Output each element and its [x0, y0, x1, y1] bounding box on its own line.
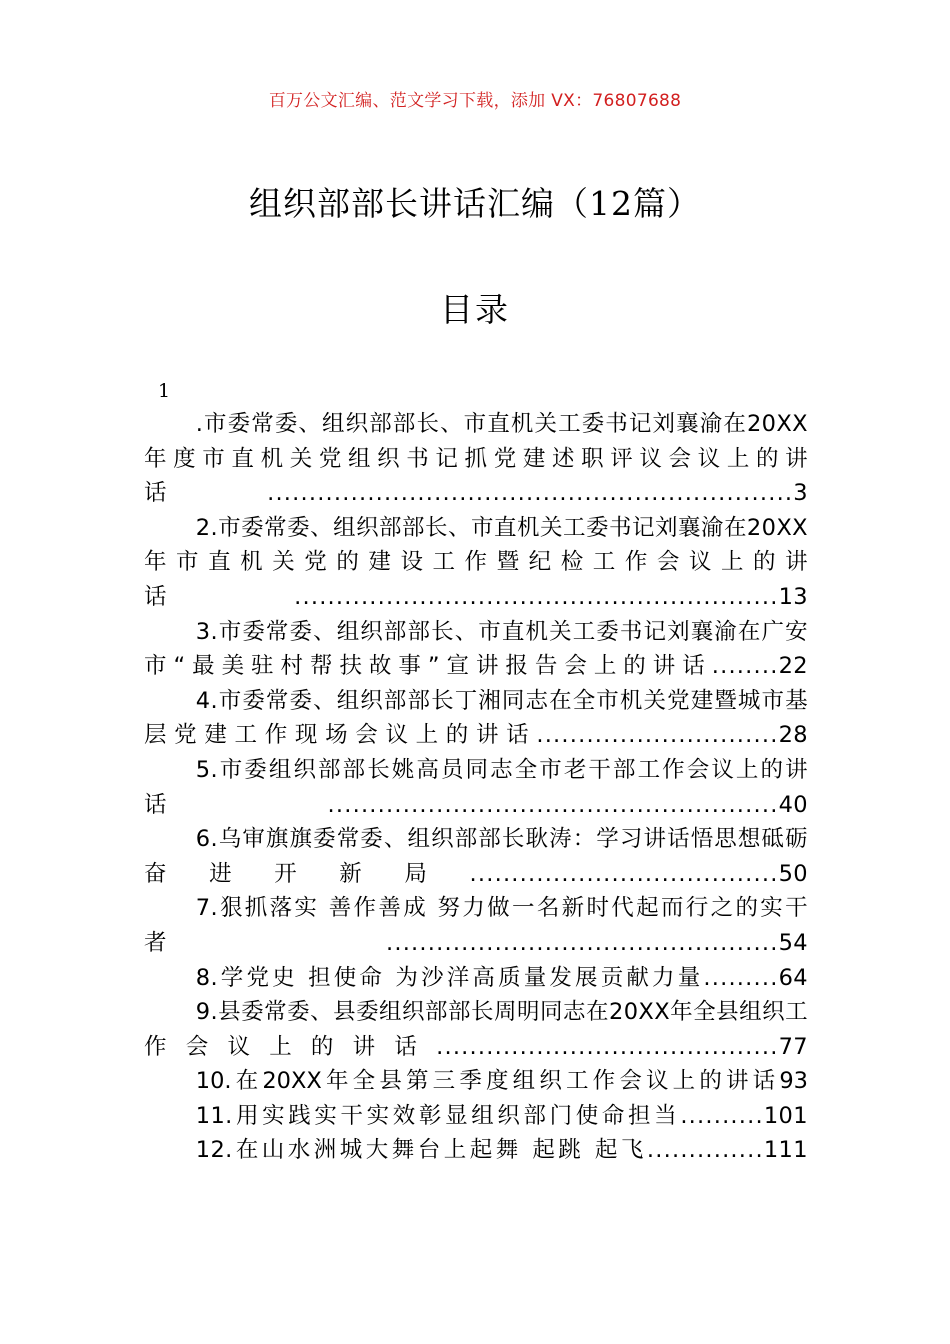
toc-entry-4[interactable]: [144, 684, 808, 753]
toc-entry-8[interactable]: [144, 961, 808, 996]
toc-entry-title: 3.市委常委、组织部部长、市直机关工委书记刘襄渝在广安市“最美驻村帮扶故事”宣讲报告会上的讲话: [144, 618, 808, 680]
toc-leader-dots: .....................................: [469, 860, 779, 887]
toc-page-number: 54: [778, 929, 808, 956]
toc-entry-11[interactable]: [144, 1099, 808, 1134]
toc-page-number: 64: [778, 964, 808, 991]
toc-page-number: 3: [793, 480, 808, 507]
toc-entry-1[interactable]: [144, 407, 808, 511]
toc-entry-title: 5.市委组织部部长姚高员同志全市老干部工作会议上的讲话: [144, 756, 808, 818]
toc-leader-dots: ........: [711, 653, 779, 680]
toc-page-number: 93: [779, 1068, 808, 1095]
title-suffix: 篇）: [633, 184, 701, 223]
toc-page-number: 101: [763, 1102, 808, 1129]
toc-heading: 目录: [440, 290, 510, 329]
toc-page-number: 111: [763, 1137, 808, 1164]
toc-entry-title: 9.县委常委、县委组织部部长周明同志在20XX年全县组织工作会议上的讲话: [144, 999, 808, 1060]
toc-page-number: 40: [778, 791, 808, 818]
toc-leader-dots: .........: [703, 964, 779, 991]
toc-page-number: 13: [778, 583, 808, 610]
toc-entry-title: 11.用实践实干实效彰显组织部门使命担当: [195, 1102, 681, 1129]
toc-leader-dots: ...............................................: [386, 929, 779, 956]
toc-entry-2[interactable]: [144, 511, 808, 615]
title-count: 12: [589, 184, 633, 223]
toc-entry-3[interactable]: [144, 615, 808, 684]
toc-page-number: 22: [778, 653, 808, 680]
toc-leader-dots: ..........................................................: [294, 583, 779, 610]
toc-page-number: 50: [778, 860, 808, 887]
toc-entry-10[interactable]: [144, 1064, 808, 1099]
toc-entry-title: 10.在20XX年全县第三季度组织工作会议上的讲话: [195, 1068, 780, 1095]
toc-entry-title: 6.乌审旗旗委常委、组织部部长耿涛：学习讲话悟思想砥砺奋进开新局: [144, 826, 808, 887]
toc-entry-title: .市委常委、组织部部长、市直机关工委书记刘襄渝在20XX年度市直机关党组织书记抓党建述职评议会议上的讲话: [144, 411, 808, 507]
toc-entry-title: 12.在山水洲城大舞台上起舞 起跳 起飞: [195, 1137, 647, 1164]
toc-entry-title: 4.市委常委、组织部部长丁湘同志在全市机关党建暨城市基层党建工作现场会议上的讲话: [144, 687, 808, 749]
toc-marker: 1: [158, 380, 171, 402]
toc-entry-5[interactable]: [144, 753, 808, 822]
toc-entry-title: 8.学党史 担使命 为沙洋高质量发展贡献力量: [195, 964, 704, 991]
toc-page-number: 77: [778, 1033, 808, 1060]
toc-entry-9[interactable]: [144, 995, 808, 1064]
toc-leader-dots: ......................................................: [327, 791, 779, 818]
download-banner: 百万公文汇编、范文学习下载，添加 VX：76807688: [268, 91, 682, 111]
toc-leader-dots: .............................: [536, 722, 779, 749]
toc-entry-7[interactable]: [144, 891, 808, 960]
title-prefix: 组织部部长讲话汇编（: [249, 184, 589, 223]
document-title: [0, 178, 950, 225]
toc-page-number: 28: [778, 722, 808, 749]
toc-leader-dots: ..............: [646, 1137, 764, 1164]
table-of-contents: [144, 407, 808, 1168]
toc-leader-dots: .........................................: [436, 1033, 779, 1060]
toc-entry-12[interactable]: [144, 1133, 808, 1168]
toc-leader-dots: ...............................................................: [267, 480, 794, 507]
toc-entry-title: 7.狠抓落实 善作善成 努力做一名新时代起而行之的实干者: [144, 895, 808, 956]
toc-entry-title: 2.市委常委、组织部部长、市直机关工委书记刘襄渝在20XX年市直机关党的建设工作暨纪检工作会议上的讲话: [144, 514, 808, 610]
toc-entry-6[interactable]: [144, 822, 808, 891]
toc-leader-dots: ..........: [680, 1102, 764, 1129]
